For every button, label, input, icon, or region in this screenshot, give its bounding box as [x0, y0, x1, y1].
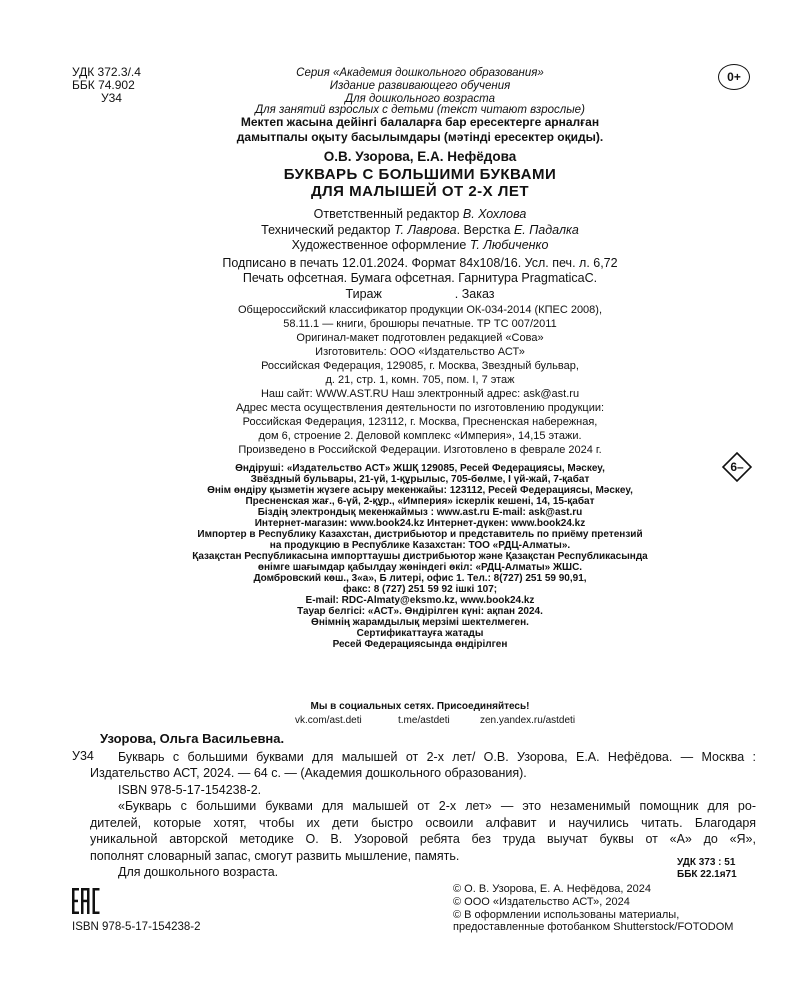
- annotation-author: Узорова, Ольга Васильевна.: [100, 731, 285, 746]
- kazakh-info-line: факс: 8 (727) 251 59 92 ішкі 107;: [342, 584, 498, 595]
- kazakh-note-line: дамытпалы оқыту басылымдары (мәтінді ересектер оқиды).: [236, 130, 604, 144]
- udk-code: УДК 372.3/.4: [72, 65, 141, 79]
- print-info-line: Подписано в печать 12.01.2024. Формат 84х108/16. Усл. печ. л. 6,72: [222, 256, 618, 270]
- kazakh-info-line: Домбровский көш., 3«а», Б литері, офис 1. Тел.: 8(727) 251 59 90,91,: [253, 573, 587, 584]
- series-line: Издание развивающего обучения: [329, 80, 511, 92]
- kazakh-info-line: Звёздный бульвары, 21-үй, 1-құрылыс, 705-бөлме, I үй-жай, 7-қабат: [250, 474, 590, 485]
- editor-name: Т. Лаврова: [393, 223, 457, 237]
- annotation-entry-line: Букварь с большими буквами для малышей от 2-х лет/ О.В. Узорова, Е.А. Нефёдова. — Москва :: [118, 750, 756, 764]
- kazakh-info-line: Өндіруші: «Издательство АСТ» ЖШҚ 129085, Ресей Федерациясы, Мәскеу,: [235, 463, 605, 474]
- kazakh-info-line: Интернет-магазин: www.book24.kz Интернет-дүкен: www.book24.kz: [254, 518, 586, 529]
- kazakh-note-line: Мектеп жасына дейінгі балаларға бар ересектерге арналған: [240, 115, 600, 129]
- annotation-isbn: ISBN 978-5-17-154238-2.: [118, 782, 262, 797]
- art-editor: [20, 238, 800, 253]
- annotation-desc-line: пополнят словарный запас, смогут развить мышление, память.: [90, 848, 460, 863]
- publisher-info-line: Произведено в Российской Федерации. Изготовлено в феврале 2024 г.: [238, 444, 602, 456]
- bbk-right: ББК 22.1я71: [677, 869, 737, 880]
- copyright-line: предоставленные фотобанком Shutterstock/FOTODOM: [453, 921, 734, 933]
- eac-mark-icon: [72, 886, 100, 916]
- technical-editor: [20, 223, 800, 238]
- book-title-line: ДЛЯ МАЛЫШЕЙ ОТ 2-Х ЛЕТ: [310, 183, 530, 200]
- annotation-age: Для дошкольного возраста.: [118, 865, 279, 879]
- publisher-info-line: Адрес места осуществления деятельности по изготовлению продукции:: [235, 402, 605, 414]
- social-heading: Мы в социальных сетях. Присоединяйтесь!: [310, 701, 530, 712]
- kazakh-info-line: Өнім өндіру қызметін жүзеге асыру мекенжайы: 123112, Ресей Федерациясы, Мәскеу,: [207, 485, 633, 496]
- kazakh-info-line: Өнімнің жарамдылық мерзімі шектелмеген.: [311, 617, 529, 628]
- publisher-info-line: 58.11.1 — книги, брошюры печатные. ТР ТС 007/2011: [283, 318, 557, 330]
- kazakh-info-line: өнімге шағымдар қабылдау жөніндегі өкіл: «РДЦ-Алматы» ЖШС.: [257, 562, 583, 573]
- author-mark: У34: [101, 91, 122, 105]
- publisher-info-line: Российская Федерация, 123112, г. Москва, Пресненская набережная,: [242, 416, 598, 428]
- print-info-line: Печать офсетная. Бумага офсетная. Гарнитура PragmaticaC.: [242, 271, 598, 285]
- kazakh-info-line: Сертификаттауға жатады: [356, 628, 484, 639]
- layout-label: . Верстка: [456, 223, 511, 237]
- layout-name: Е. Падалка: [513, 223, 579, 237]
- annotation-code: У34: [72, 749, 94, 763]
- kazakh-info-line: Ресей Федерациясында өндірілген: [332, 639, 508, 650]
- social-link-telegram[interactable]: t.me/astdeti: [398, 715, 450, 726]
- publisher-info-line: д. 21, стр. 1, комн. 705, пом. I, 7 этаж: [325, 374, 515, 386]
- responsible-editor: [20, 207, 800, 222]
- annotation-desc-line: уникальной авторской методике О. В. Узоровой ребята без труда выучат буквы от «А» до «Я»,: [90, 832, 756, 846]
- annotation-entry-line: Издательство АСТ, 2024. — 64 с. — (Академия дошкольного образования).: [90, 766, 527, 780]
- publisher-info-line: дом 6, строение 2. Деловой комплекс «Империя», 14,15 этажи.: [258, 430, 582, 442]
- publisher-info-line: Российская Федерация, 129085, г. Москва, Звездный бульвар,: [261, 360, 579, 372]
- kazakh-info-line: Біздің электрондық мекенжаймыз : www.ast.ru E-mail: ask@ast.ru: [257, 507, 583, 518]
- kazakh-info-line: Қазақстан Республикасына импорттаушы дистрибьютор және Қазақстан Республикасында: [192, 551, 648, 562]
- series-line: Для дошкольного возраста: [345, 93, 495, 105]
- editor-label: Технический редактор: [261, 223, 391, 237]
- book-title-line: БУКВАРЬ С БОЛЬШИМИ БУКВАМИ: [283, 166, 557, 183]
- kazakh-info-line: Тауар белгісі: «АСТ». Өндірілген күні: ақпан 2024.: [297, 606, 543, 617]
- publisher-info-line: Изготовитель: ООО «Издательство АСТ»: [315, 346, 525, 358]
- copyright-line: © В оформлении использованы материалы,: [453, 909, 680, 921]
- annotation-entry-cont: [90, 765, 756, 881]
- publisher-info-line: Наш сайт: WWW.AST.RU Наш электронный адрес: ask@ast.ru: [260, 388, 580, 400]
- kazakh-info-line: Импортер в Республику Казахстан, дистрибьютор и представитель по приёму претензий: [197, 529, 643, 540]
- annotation-entry: [118, 749, 756, 766]
- annotation-desc-line: «Букварь с большими буквами для малышей от 2-х лет» — это незаменимый помощник для ро-: [118, 799, 756, 813]
- copyright-line: © О. В. Узорова, Е. А. Нефёдова, 2024: [453, 883, 651, 895]
- series-line: Серия «Академия дошкольного образования»: [296, 67, 544, 79]
- publisher-info-line: Оригинал-макет подготовлен редакцией «Сова»: [296, 332, 544, 344]
- social-link-zen[interactable]: zen.yandex.ru/astdeti: [480, 715, 576, 726]
- print-info-line: Тираж . Заказ: [345, 287, 495, 301]
- isbn-bottom: ISBN 978-5-17-154238-2: [72, 921, 201, 933]
- publisher-info-line: Общероссийский классификатор продукции ОК-034-2014 (КПЕС 2008),: [237, 304, 603, 316]
- editor-name: В. Хохлова: [462, 207, 527, 221]
- authors: О.В. Узорова, Е.А. Нефёдова: [323, 149, 517, 164]
- kazakh-info-line: на продукцию в Республике Казахстан: ТОО «РДЦ-Алматы».: [269, 540, 571, 551]
- kazakh-info-line: Пресненская жағ., 6-үй, 2-құр., «Империя» іскерлік кешені, 14, 15-қабат: [245, 496, 595, 507]
- social-link-vk[interactable]: vk.com/ast.deti: [295, 715, 362, 726]
- udk-right: УДК 373 : 51: [677, 857, 736, 868]
- info-mark-text: 6–: [730, 460, 744, 474]
- kazakh-info-line: E-mail: RDC-Almaty@eksmo.kz, www.book24.kz: [305, 595, 535, 606]
- copyright-line: © ООО «Издательство АСТ», 2024: [453, 896, 630, 908]
- series-line: Для занятий взрослых с детьми (текст читают взрослые): [255, 104, 585, 116]
- bbk-code: ББК 74.902: [72, 78, 135, 92]
- age-rating-text: 0+: [727, 70, 741, 84]
- editor-label: Художественное оформление: [291, 238, 467, 252]
- annotation-desc-line: дителей, которые хотят, чтобы их дети быстро освоили алфавит и научились читать. Благодаря: [90, 815, 756, 830]
- editor-label: Ответственный редактор: [313, 207, 460, 221]
- editor-name: Т. Любиченко: [469, 238, 549, 252]
